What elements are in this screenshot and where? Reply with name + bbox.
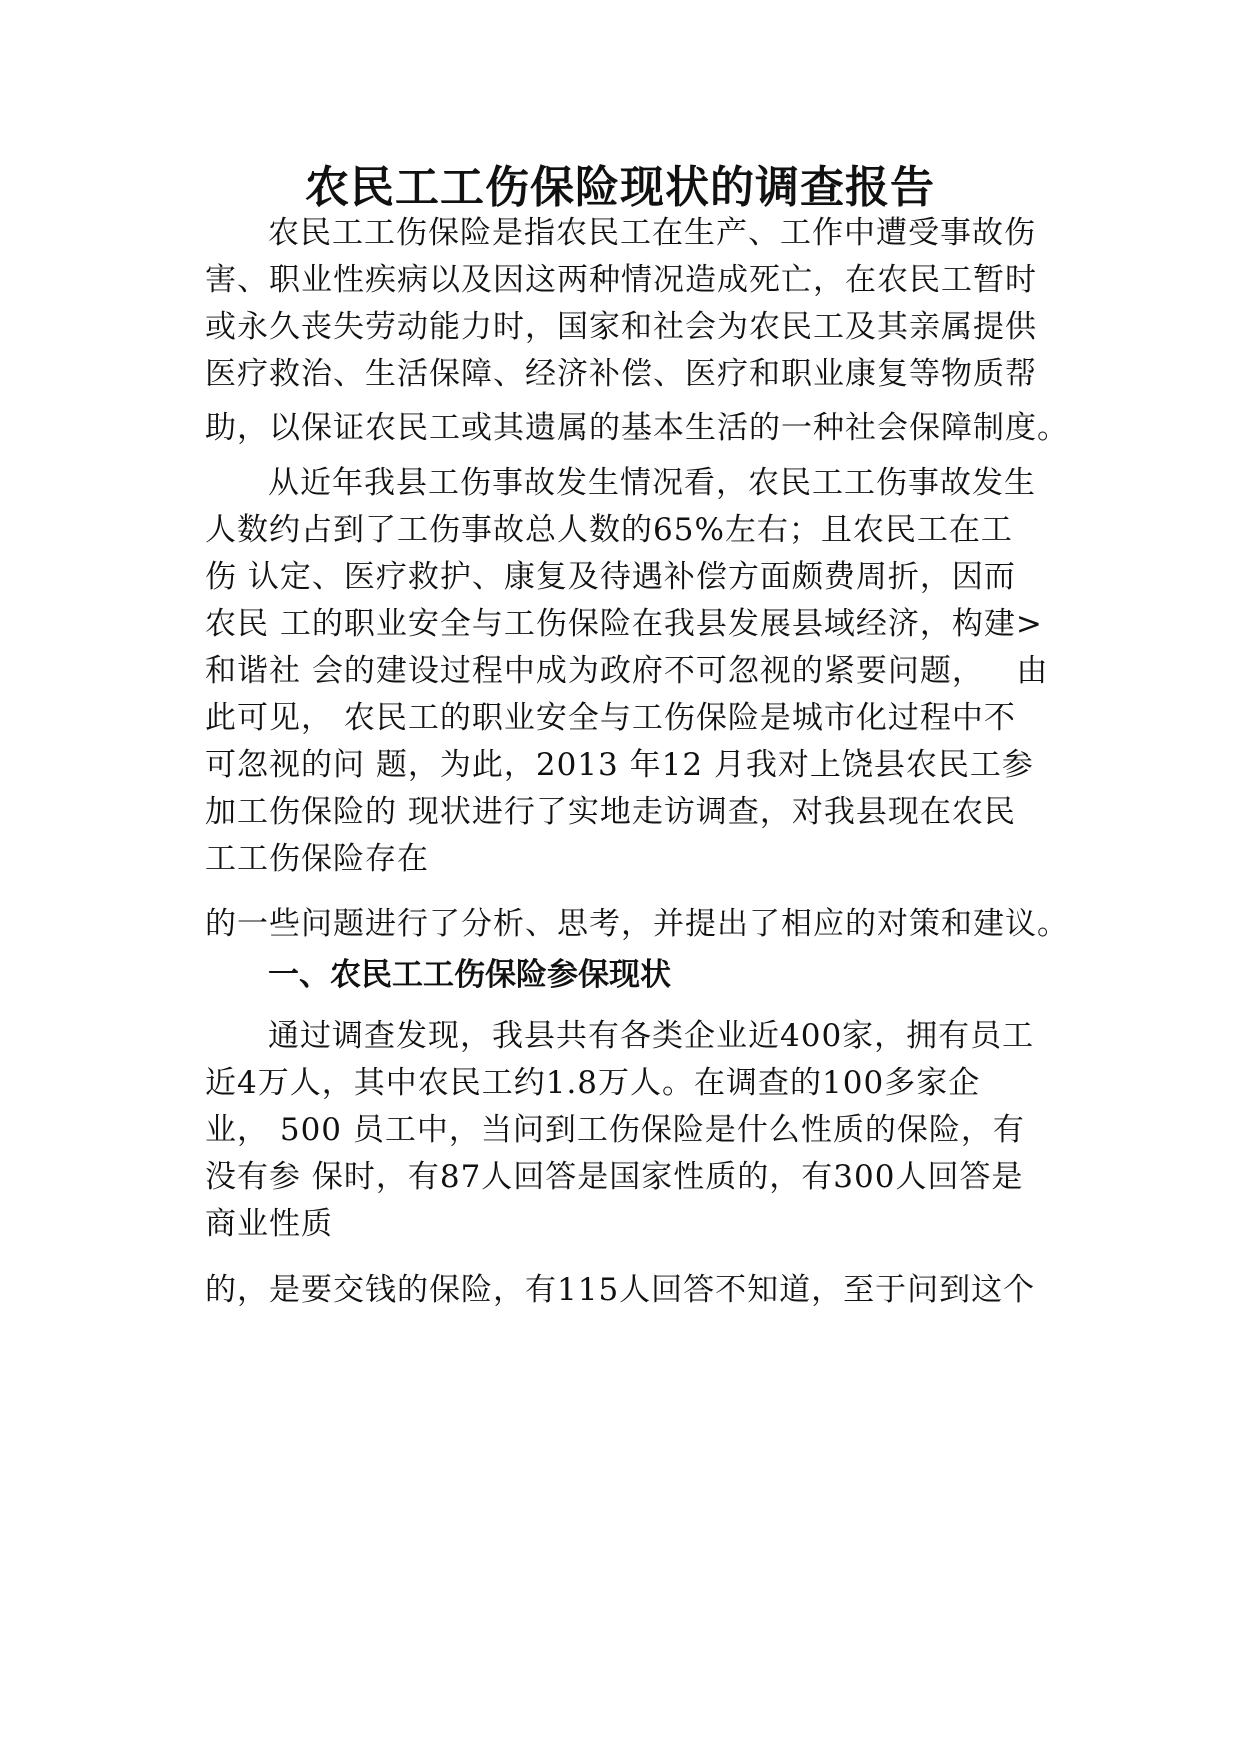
paragraph-line: 商业性质 (205, 1206, 333, 1242)
paragraph-line: 农民工工伤保险是指农民工在生产、工作中遭受事故伤 (268, 215, 1036, 251)
paragraph-line: 通过调查发现，我县共有各类企业近400家，拥有员工 (268, 1018, 1035, 1054)
paragraph-line: 业， 500 员工中，当问到工伤保险是什么性质的保险，有 (205, 1112, 1025, 1148)
paragraph-line: 伤 认定、医疗救护、康复及待遇补偿方面颇费周折，因而 (205, 559, 1016, 595)
paragraph-line: 近4万人，其中农民工约1.8万人。在调查的100多家企 (205, 1065, 981, 1101)
paragraph-line: 可忽视的问 题，为此，2013 年12 月我对上饶县农民工参 (205, 747, 1034, 783)
paragraph-line: 人数约占到了工伤事故总人数的65%左右；且农民工在工 (205, 512, 1013, 548)
paragraph-line: 加工伤保险的 现状进行了实地走访调查，对我县现在农民 (205, 794, 1016, 830)
paragraph-line: 的，是要交钱的保险，有115人回答不知道，至于问到这个 (205, 1272, 1036, 1308)
paragraph-line: 医疗救治、生活保障、经济补偿、医疗和职业康复等物质帮 (205, 356, 1037, 392)
section-heading: 一、农民工工伤保险参保现状 (268, 957, 671, 993)
paragraph-line: 从近年我县工伤事故发生情况看，农民工工伤事故发生 (268, 465, 1036, 501)
paragraph-line: 助，以保证农民工或其遗属的基本生活的一种社会保障制度。 (205, 410, 1069, 446)
paragraph-line: 和谐社 会的建设过程中成为政府不可忽视的紧要问题， 由 (205, 653, 1049, 689)
paragraph-line: 农民 工的职业安全与工伤保险在我县发展县域经济，构建> (205, 606, 1043, 642)
paragraph-line: 工工伤保险存在 (205, 841, 429, 877)
paragraph-line: 或永久丧失劳动能力时，国家和社会为农民工及其亲属提供 (205, 309, 1037, 345)
document-title: 农民工工伤保险现状的调查报告 (305, 162, 935, 213)
paragraph-line: 害、职业性疾病以及因这两种情况造成死亡，在农民工暂时 (205, 262, 1037, 298)
paragraph-line: 此可见， 农民工的职业安全与工伤保险是城市化过程中不 (205, 700, 1016, 736)
paragraph-line: 没有参 保时，有87人回答是国家性质的，有300人回答是 (205, 1159, 1024, 1195)
paragraph-line: 的一些问题进行了分析、思考，并提出了相应的对策和建议。 (205, 906, 1069, 942)
